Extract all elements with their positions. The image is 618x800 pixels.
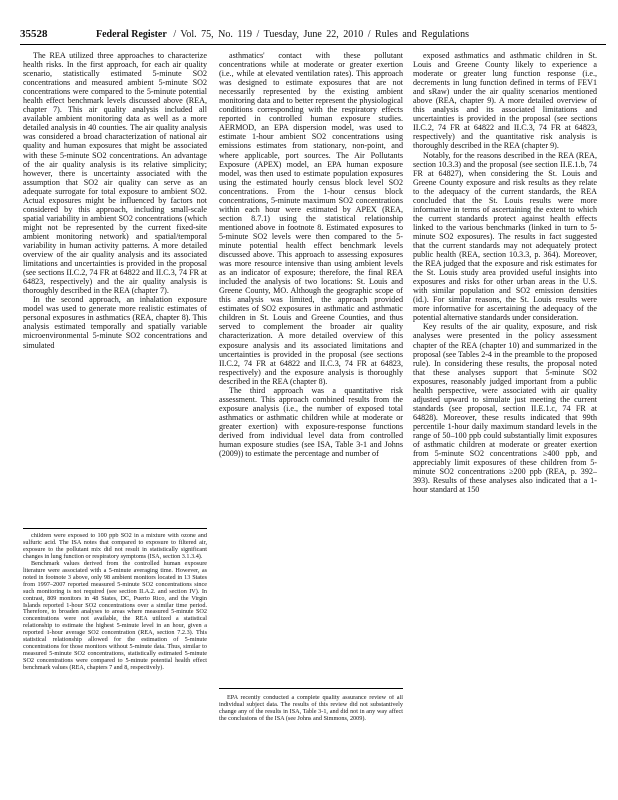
paragraph: In the second approach, an inhalation exposure model was used to generate more realistic estimates of personal exposures in asthmatics (REA, chapter 8). This analysis estimated temporally and spatially variable microenvironmental 5-minute SO2 concentrations and simulated (23, 295, 207, 350)
paragraph: exposed asthmatics and asthmatic children in St. Louis and Greene County likely to experience a moderate or greater lung function response (i.e., decrements in lung function defined in terms of FEV1 and sRaw) under the air quality scenarios mentioned above (REA, chapter 9). A more detailed overview of this analysis and its associated limitations and uncertainties is provided in the proposal (see sections II.C.2, 74 FR at 64822 and II.C.3, 74 FR at 64823, respectively) and the quantitative risk analysis is thoroughly described in the REA (chapter 9). (413, 51, 597, 151)
paragraph: The REA utilized three approaches to characterize health risks. In the first approach, for each air quality scenario, statistically estimated 5-minute SO2 concentrations and measured ambient 5-minute SO2 concentrations were compared to the 5-minute potential health effect benchmark levels discussed above (REA, chapter 7). This air quality analysis included all available ambient monitoring data as well as a more detailed analysis in 40 counties. The air quality analysis was considered a broad characterization of national air quality and human exposures that might be associated with these 5-minute SO2 concentrations. An advantage of the air quality analysis is its relative simplicity; however, there is uncertainty associated with the assumption that SO2 air quality can serve as an adequate surrogate for total exposure to ambient SO2. Actual exposures might be influenced by factors not considered by this approach, including small-scale spatial variability in ambient SO2 concentrations (which might not be represented by the current fixed-site ambient monitoring network) and spatial/temporal variability in human activity patterns. A more detailed overview of the air quality analysis and its associated limitations and uncertainties is provided in the proposal (see sections II.C.2, 74 FR at 64822 and II.C.3, 74 FR at 64823, respectively) and the air quality analysis is thoroughly described in the REA (chapter 7). (23, 51, 207, 296)
citation-line: / Vol. 75, No. 119 / Tuesday, June 22, 2010 / Rules and Regulations (173, 29, 470, 40)
column-1 (23, 51, 207, 521)
footnote: EPA recently conducted a complete quality assurance review of all individual subject data. The results of this review did not substantively change any of the results in ISA, Table 3-1, and did not in any way affect the conclusions of the ISA (see Johns and Simmons, 2009). (219, 695, 403, 722)
column-2 (219, 51, 403, 616)
publication-name: Federal Register (96, 29, 167, 40)
page-header (20, 27, 605, 43)
paragraph: asthmatics' contact with these pollutant concentrations while at moderate or greater exertion (i.e., while at elevated ventilation rates). This approach was designed to estimate exposures that are not necessarily represented by the existing ambient monitoring data and to better represent the physiological conditions corresponding with the respiratory effects reported in controlled human exposure studies. AERMOD, an EPA dispersion model, was used to estimate 1-hour ambient SO2 concentrations using emissions estimates from stationary, non-point, and where applicable, port sources. The Air Pollutants Exposure (APEX) model, an EPA human exposure model, was then used to estimate population exposures using the estimated hourly census block level SO2 concentrations. From the 1-hour census block concentrations, 5-minute maximum SO2 concentrations within each hour were estimated by APEX (REA, section 8.7.1) using the statistical relationship mentioned above in footnote 8. Estimated exposures to 5-minute SO2 levels were then compared to the 5-minute potential health effect benchmark levels discussed above. This approach to assessing exposures was more resource intensive than using ambient levels as an indicator of exposure; therefore, the final REA included the analysis of two locations: St. Louis and Greene County, MO. Although the geographic scope of this analysis was limited, the approach provided estimates of SO2 exposures in asthmatic and asthmatic children in St. Louis and Greene Counties, and thus served to complement the broader air quality characterization. A more detailed overview of this exposure analysis and its associated limitations and uncertainties is provided in the proposal (see sections II.C.2, 74 FR at 64822 and II.C.3, 74 FR at 64823, respectively) and the exposure analysis is thoroughly described in the REA (chapter 8). (219, 51, 403, 386)
footnote-rule (219, 688, 403, 689)
column-3 (413, 51, 597, 796)
footnotes-column-2 (219, 695, 403, 780)
paragraph: Notably, for the reasons described in the REA (REA, section 10.3.3) and the proposal (see section II.E.1.b, 74 FR at 64827), when considering the St. Louis and Greene County exposure and risk results as they relate to the adequacy of the current standards, the REA concluded that the St. Louis results were more informative in terms of ascertaining the extent to which the current standards protect against health effects linked to the various benchmarks (linked in turn to 5-minute SO2 exposures). The results in fact suggested that the current standards may not adequately protect public health (REA, section 10.3.3, p. 364). Moreover, the REA judged that the exposure and risk estimates for the St. Louis study area provided useful insights into exposures and risks for other urban areas in the U.S. with similar population and SO2 emission densities (id.). For similar reasons, the St. Louis results were more informative for ascertaining the adequacy of the potential alternative standards under consideration. (413, 150, 597, 323)
footnote: children were exposed to 100 ppb SO2 in a mixture with ozone and sulfuric acid. The ISA notes that compared to exposure to filtered air, exposure to the pollutant mix did not result in statistically significant changes in lung function or respiratory symptoms (ISA, section 3.1.3.4). (23, 533, 207, 560)
paragraph: The third approach was a quantitative risk assessment. This approach combined results from the exposure analysis (i.e., the number of exposed total asthmatics or asthmatic children while at moderate or greater exertion) with exposure-response functions derived from individual level data from controlled human exposure studies (see ISA, Table 3-1 and Johns (2009)) to estimate the percentage and number of (219, 385, 403, 459)
paragraph: Key results of the air quality, exposure, and risk analyses were presented in the policy assessment chapter of the REA (chapter 10) and summarized in the proposal (see Tables 2-4 in the preamble to the proposed rule). In considering these results, the proposal noted that these analyses support that 5-minute SO2 exposures, reasonably judged important from a public health perspective, were associated with air quality adjusted upward to simulate just meeting the current standards (see proposal, section II.E.1.c, 74 FR at 64828). Moreover, these results indicated that 99th percentile 1-hour daily maximum standard levels in the range of 50–100 ppb could substantially limit exposures of asthmatic children at moderate or greater exertion from 5-minute SO2 concentrations ≥400 ppb, and appreciably limit exposures of these children from 5-minute SO2 concentrations ≥200 ppb (REA, p. 392–393). Results of these analyses also indicated that a 1-hour standard at 150 (413, 322, 597, 495)
footnotes-column-1 (23, 533, 207, 783)
page-number: 35528 (20, 28, 48, 40)
header-rule (20, 44, 606, 45)
footnote: Benchmark values derived from the controlled human exposure literature were associated with a 5-minute averaging time. However, as noted in footnote 3 above, only 98 ambient monitors located in 13 States from 1997–2007 reported measured 5-minute SO2 concentrations since such monitoring is not required (see section II.A.2. and section IV). In contrast, 809 monitors in 48 States, DC, Puerto Rico, and the Virgin Islands reported 1-hour SO2 concentrations over a similar time period. Therefore, to broaden analyses to areas where measured 5-minute SO2 concentrations were not available, the REA utilized a statistical relationship to estimate the highest 5-minute level in an hour, given a reported 1-hour average SO2 concentration (REA, section 7.2.3). This statistical relationship allowed for the estimation of 5-minute concentrations for those monitors without 5-minute data. Thus, similar to measured 5-minute SO2 concentrations, statistically estimated 5-minute SO2 concentrations were compared to 5-minute potential health effect benchmark values (REA, chapters 7 and 8, respectively). (23, 559, 207, 672)
footnote-rule (23, 528, 207, 529)
